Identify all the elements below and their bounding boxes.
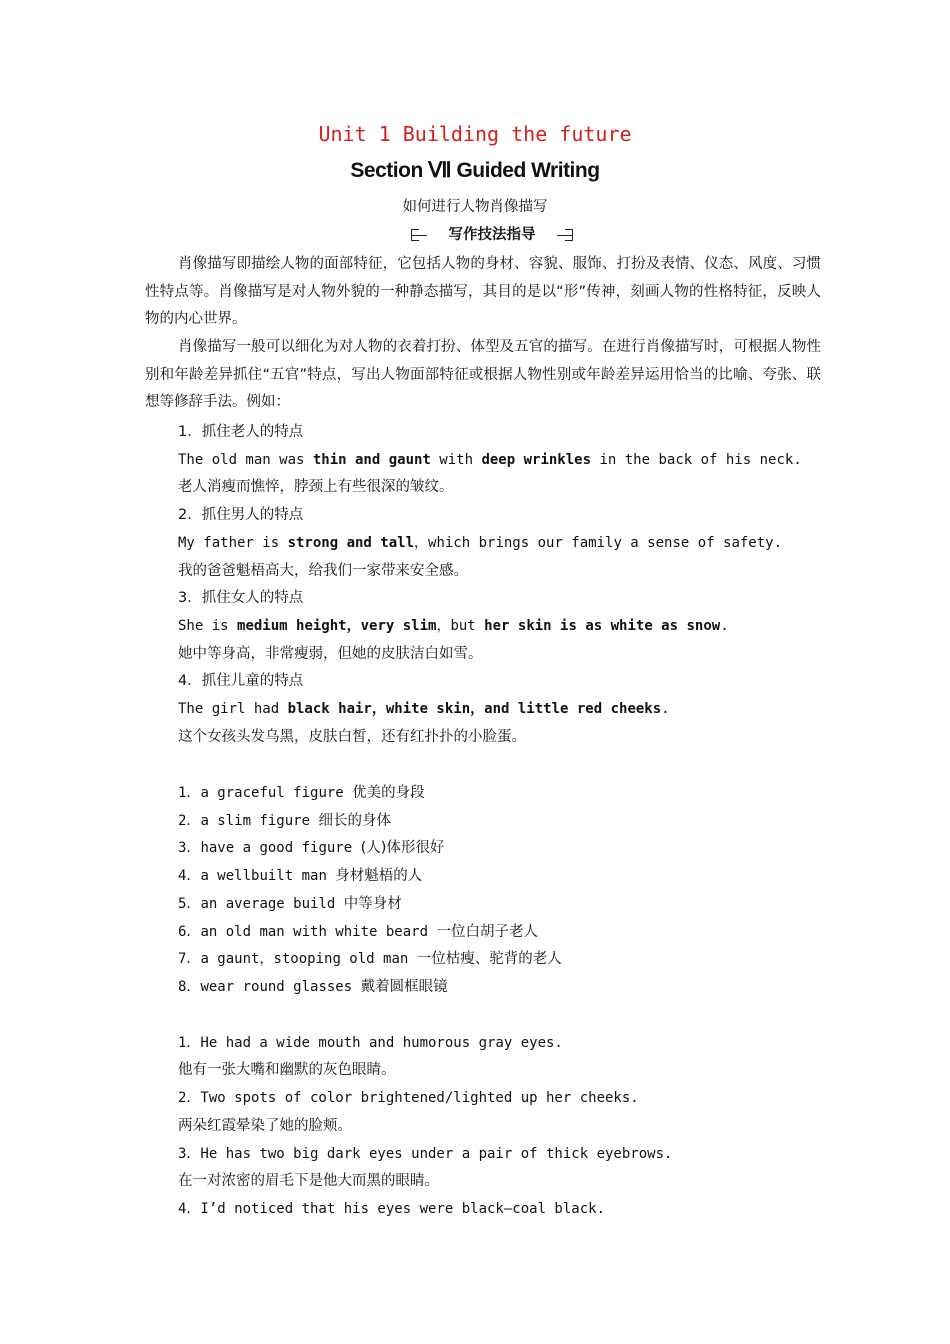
- phrase-item: 6．an old man with white beard 一位白胡子老人: [178, 924, 538, 940]
- intro-paragraph-2: 肖像描写一般可以细化为对人物的衣着打扮、体型及五官的描写。在进行肖像描写时，可根据人物性别和年龄差异抓住“五官”特点，写出人物面部特征或根据人物性别或年龄差异运用恰当的比喻、夸张、联想等修辞手法。例如：: [145, 339, 821, 411]
- example-heading: 4．抓住儿童的特点: [178, 673, 304, 689]
- intro-paragraph-1: 肖像描写即描绘人物的面部特征，它包括人物的身材、容貌、服饰、打扮及表情、仪态、风度、习惯性特点等。肖像描写是对人物外貌的一种静态描写，其目的是以“形”传神，刻画人物的性格特征，反映人物的内心世界。: [145, 256, 821, 328]
- sentence-english: 3．He has two big dark eyes under a pair of thick eyebrows.: [178, 1146, 673, 1162]
- example-heading: 2．抓住男人的特点: [178, 507, 304, 523]
- unit-title: Unit 1 Building the future: [318, 122, 632, 146]
- example-heading: 1．抓住老人的特点: [178, 424, 304, 440]
- sentence-english: 4．I’d noticed that his eyes were black—coal black.: [178, 1201, 606, 1217]
- phrase-item: 4．a wellbuilt man 身材魁梧的人: [178, 868, 423, 884]
- sentence-chinese: 两朵红霞晕染了她的脸颊。: [178, 1118, 352, 1134]
- phrase-item: 1．a graceful figure 优美的身段: [178, 785, 425, 801]
- example-chinese: 这个女孩头发乌黑，皮肤白皙，还有红扑扑的小脸蛋。: [178, 729, 526, 745]
- example-chinese: 老人消瘦而憔悴，脖颈上有些很深的皱纹。: [178, 479, 454, 495]
- section-title: Section Ⅶ Guided Writing: [350, 159, 600, 182]
- example-english: The girl had black hair，white skin，and little red cheeks.: [178, 701, 670, 717]
- example-chinese: 我的爸爸魁梧高大，给我们一家带来安全感。: [178, 563, 468, 579]
- example-english: My father is strong and tall，which brings our family a sense of safety.: [178, 535, 783, 551]
- phrase-item: 7．a gaunt，stooping old man 一位枯瘦、驼背的老人: [178, 951, 562, 967]
- writing-tips-banner: [411, 225, 573, 245]
- banner-label: 写作技法指导: [427, 225, 557, 245]
- phrase-item: 5．an average build 中等身材: [178, 896, 402, 912]
- sentence-english: 2．Two spots of color brightened/lighted up her cheeks.: [178, 1090, 639, 1106]
- sentence-english: 1．He had a wide mouth and humorous gray eyes.: [178, 1035, 563, 1051]
- example-english: She is medium height，very slim，but her skin is as white as snow.: [178, 618, 729, 634]
- example-english: The old man was thin and gaunt with deep wrinkles in the back of his neck.: [178, 452, 802, 468]
- phrase-item: 8．wear round glasses 戴着圆框眼镜: [178, 979, 448, 995]
- example-heading: 3．抓住女人的特点: [178, 590, 304, 606]
- topic-heading: 如何进行人物肖像描写: [402, 199, 548, 215]
- sentence-chinese: 在一对浓密的眉毛下是他大而黑的眼睛。: [178, 1173, 439, 1189]
- phrase-item: 2．a slim figure 细长的身体: [178, 813, 391, 829]
- sentence-chinese: 他有一张大嘴和幽默的灰色眼睛。: [178, 1062, 396, 1078]
- example-chinese: 她中等身高，非常瘦弱，但她的皮肤洁白如雪。: [178, 646, 483, 662]
- phrase-item: 3．have a good figure (人)体形很好: [178, 840, 445, 856]
